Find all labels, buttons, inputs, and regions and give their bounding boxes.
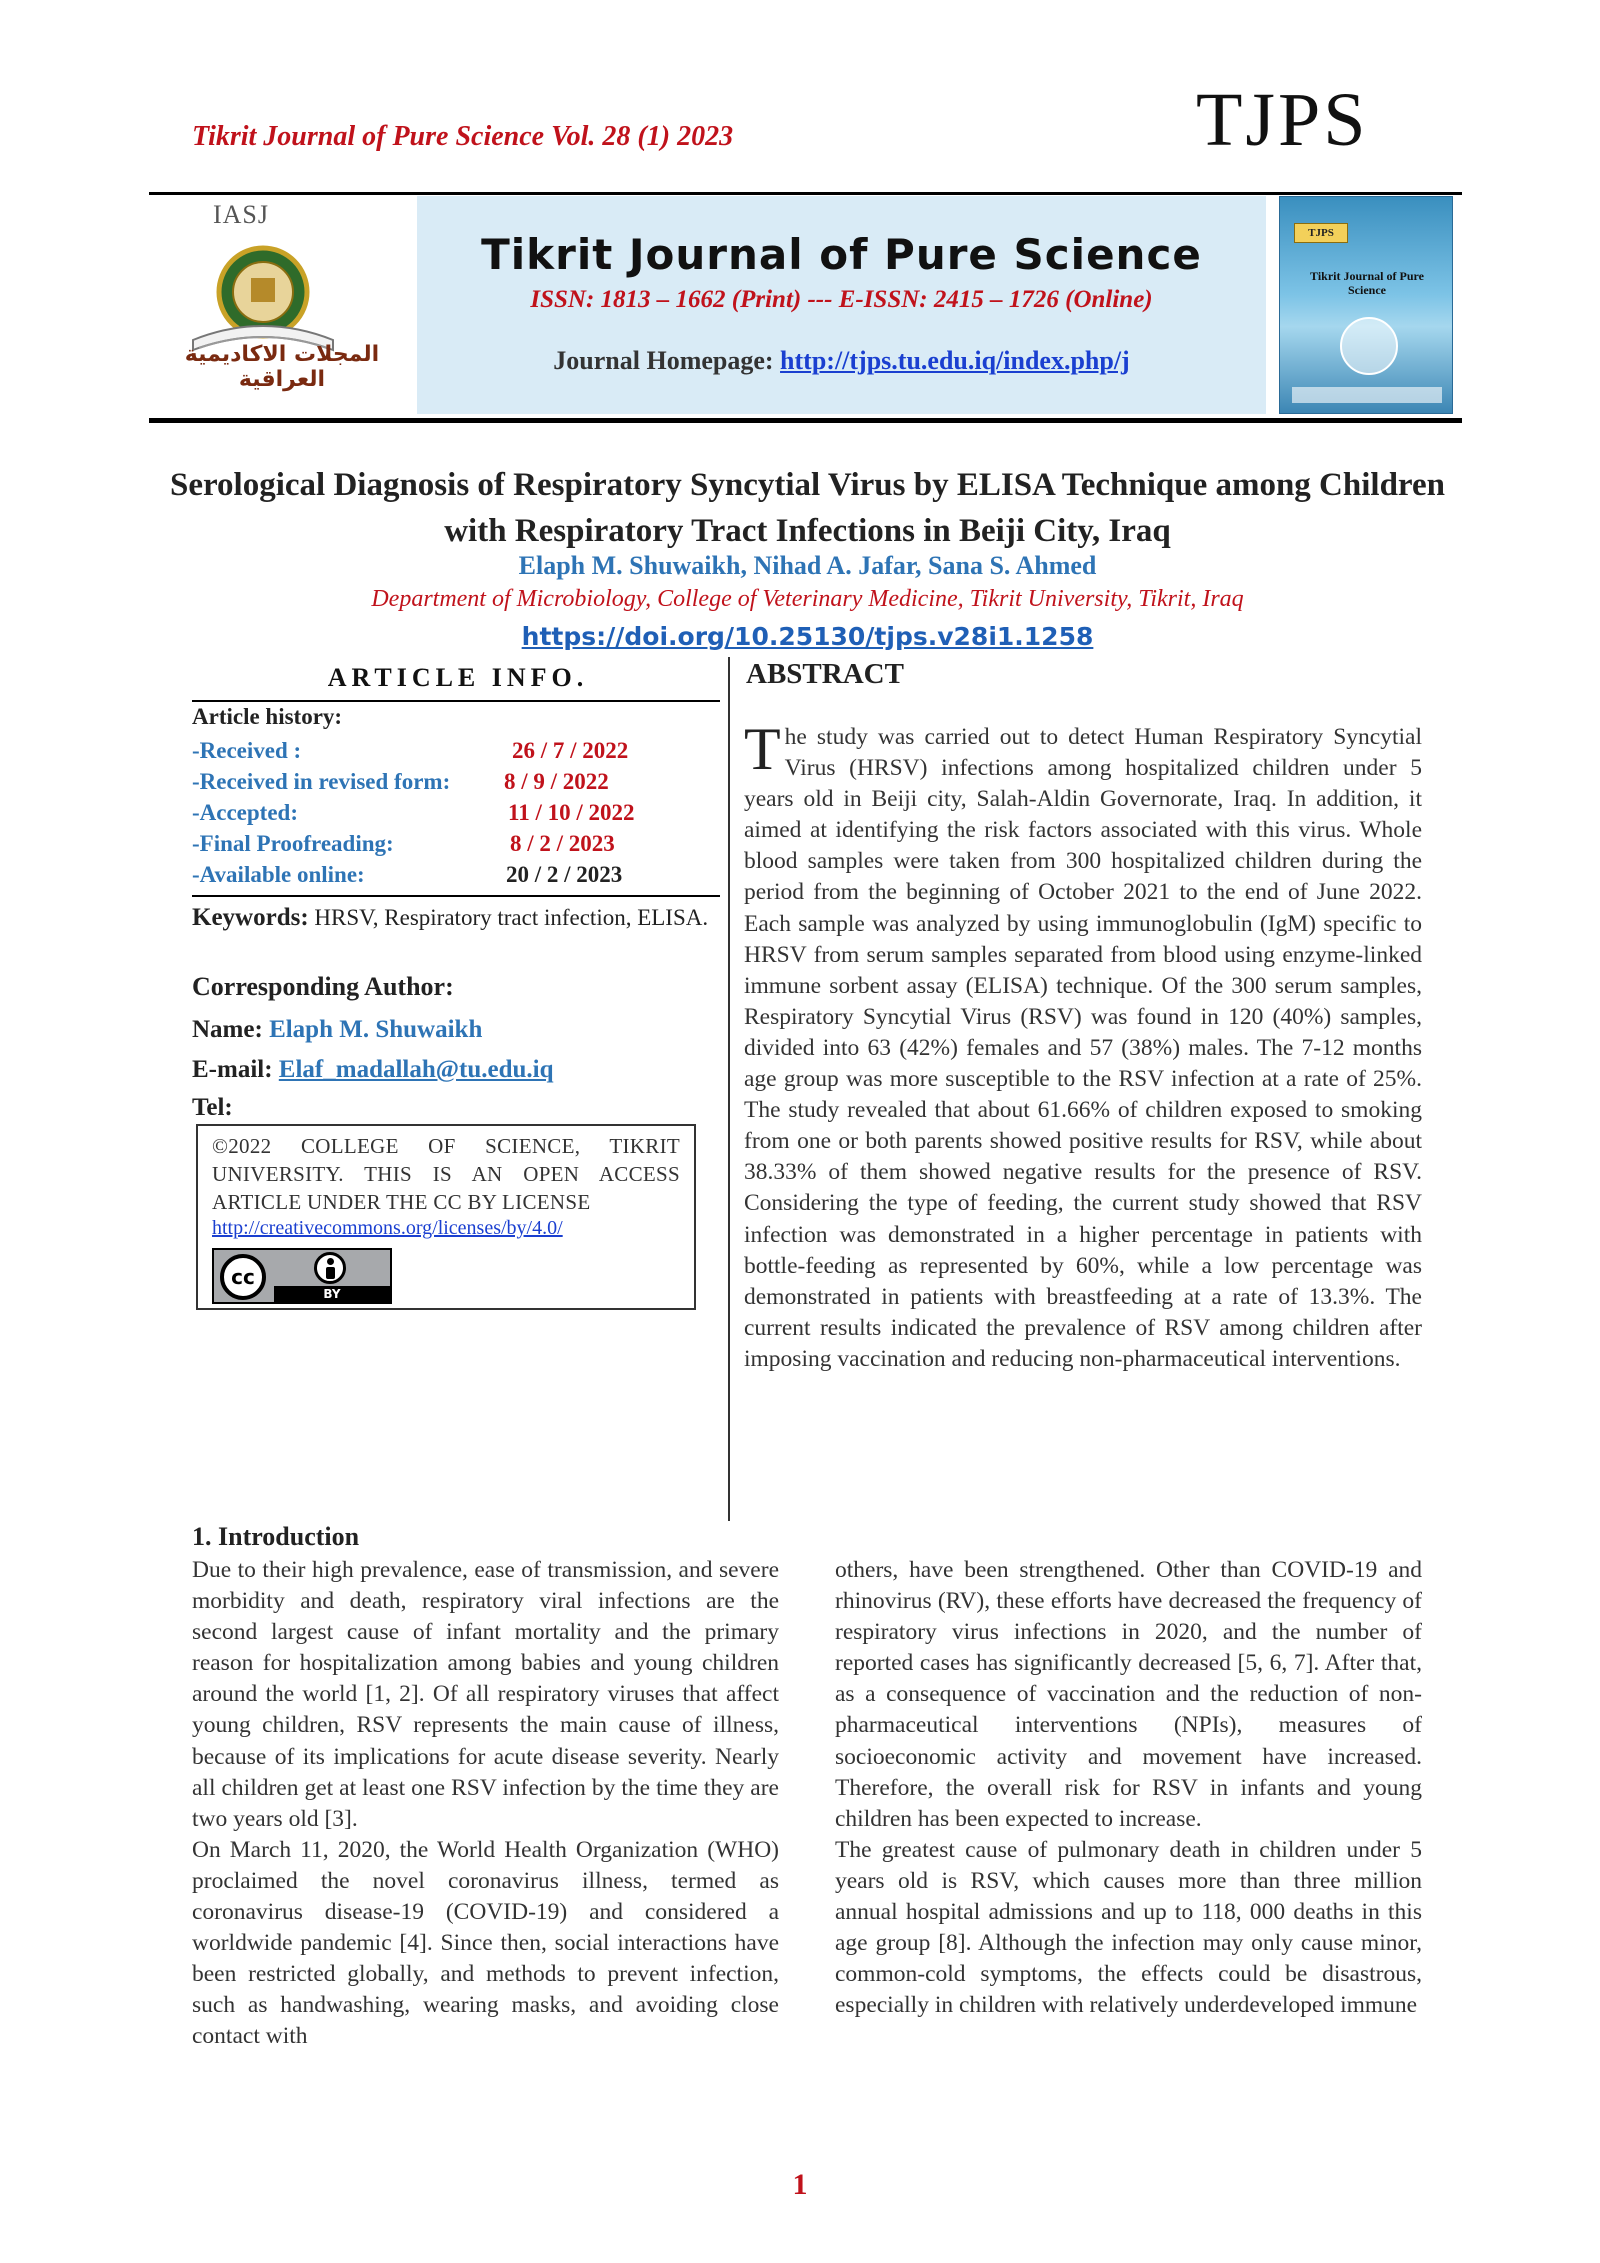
author-email-row [192, 1056, 554, 1084]
article-info-rule [192, 700, 720, 702]
article-info-heading: ARTICLE INFO. [327, 663, 589, 692]
history-label-online: -Available online: [192, 862, 365, 887]
license-box [196, 1124, 696, 1310]
journal-cover-image [1279, 196, 1453, 414]
history-label-accepted: -Accepted: [192, 800, 299, 825]
name-label: Name: [192, 1016, 270, 1043]
iasj-arabic-label: المجلات الاكاديمية العراقية [184, 342, 380, 392]
keywords-value: HRSV, Respiratory tract infection, ELISA. [308, 905, 709, 930]
history-date-accepted: 11 / 10 / 2022 [508, 800, 635, 825]
author-name: Elaph M. Shuwaikh [269, 1016, 483, 1043]
banner-rule [149, 418, 1462, 423]
cover-seal-icon [1340, 317, 1398, 375]
doi-link[interactable]: https://doi.org/10.25130/tjps.v28i1.1258 [521, 622, 1094, 651]
intro-right-column [835, 1555, 1422, 2021]
author-email-link[interactable]: Elaf_madallah@tu.edu.iq [278, 1056, 554, 1083]
history-label-received: -Received : [192, 738, 302, 763]
intro-paragraph: The greatest cause of pulmonary death in children under 5 years old is RSV, which causes more than three million annual hospital admissions and up to 118, 000 deaths in this age group [8]. Although the infection may only cause minor, common-cold symptoms, the effects could be disastrous, especially in children with relatively underdeveloped immune [835, 1836, 1422, 2019]
homepage-line [417, 346, 1266, 376]
running-head: Tikrit Journal of Pure Science Vol. 28 (1) 2023 [192, 121, 734, 152]
homepage-label: Journal Homepage: [553, 346, 781, 375]
history-label-proofreading: -Final Proofreading: [192, 831, 394, 856]
intro-paragraph: On March 11, 2020, the World Health Organization (WHO) proclaimed the novel coronavirus illness, termed as coronavirus disease-19 (COVID-19) and considered a worldwide pandemic [4]. Since then, social interactions have been restricted globally, and methods to prevent infection, such as handwashing, wearing masks, and avoiding close contact with [192, 1836, 779, 2050]
intro-left-column [192, 1555, 779, 2053]
history-date-revised: 8 / 9 / 2022 [504, 769, 609, 794]
journal-banner [149, 196, 1462, 422]
corresponding-author-heading: Corresponding Author: [192, 972, 454, 1001]
cc-by-badge[interactable] [212, 1248, 392, 1304]
email-label: E-mail: [192, 1056, 279, 1083]
history-date-received: 26 / 7 / 2022 [512, 738, 629, 763]
cover-footer-strip [1292, 387, 1442, 403]
issn-line: ISSN: 1813 – 1662 (Print) --- E-ISSN: 2415 – 1726 (Online) [530, 286, 1153, 313]
abstract-text: he study was carried out to detect Human Respiratory Syncytial Virus (HRSV) infections among hospitalized children under 5 years old in Beiji city, Salah-Aldin Governorate, Iraq. In addition, it aimed at identifying the risk factors associated with this virus. Whole blood samples were taken from 300 hospitalized children during the period from the beginning of October 2021 to the end of June 2022. Each sample was analyzed by using immunoglobulin (IgM) specific to HRSV from serum samples separated from blood using enzyme-linked immune sorbent assay (ELISA) technique. Of the 300 serum samples, Respiratory Syncytial Virus (RSV) was found in 120 (40%) samples, divided into 63 (42%) females and 57 (38%) males. The 7-12 months age group was more susceptible to the RSV infection at a rate of 25%. The study revealed that about 61.66% of children exposed to smoking from one or both parents showed positive results for RSV, while about 38.33% of them showed negative results for the presence of RSV. Considering the type of feeding, the current study showed that RSV infection was demonstrated in a higher percentage in patients with bottle-feeding as represented by 60%, while a low percentage was demonstrated in patients with breastfeeding at a rate of 13.3%. The current results indicated the prevalence of RSV among children after imposing vaccination and reducing non-pharmaceutical interventions. [744, 724, 1422, 1372]
attribution-person-icon [314, 1252, 346, 1284]
iasj-label: IASJ [213, 200, 270, 229]
journal-cover-panel [1269, 196, 1462, 414]
article-affiliation: Department of Microbiology, College of Veterinary Medicine, Tikrit University, Tikrit, Iraq [371, 586, 1244, 612]
intro-paragraph: Due to their high prevalence, ease of transmission, and severe morbidity and death, respiratory viral infections are the second largest cause of infant mortality and the primary reason for hospitalization among babies and young children around the world [1, 2]. Of all respiratory viruses that affect young children, RSV represents the main cause of illness, because of its implications for acute disease severity. Nearly all children get at least one RSV infection by the time they are two years old [3]. [192, 1557, 779, 1832]
tel-label: Tel: [192, 1094, 233, 1121]
cover-tag: TJPS [1294, 223, 1348, 243]
column-divider [728, 657, 730, 1521]
keywords [192, 902, 718, 934]
article-title: Serological Diagnosis of Respiratory Syncytial Virus by ELISA Technique among Children with Respiratory Tract Infections in Beiji City, Iraq [170, 467, 1445, 549]
journal-name: Tikrit Journal of Pure Science [481, 230, 1202, 279]
abstract-heading: ABSTRACT [746, 658, 904, 690]
intro-paragraph: others, have been strengthened. Other than COVID-19 and rhinovirus (RV), these efforts have decreased the frequency of respiratory virus infections in 2020, and the number of reported cases has significantly decreased [5, 6, 7]. After that, as a consequence of vaccination and the reduction of non-pharmaceutical interventions (NPIs), measures of socioeconomic activity and movement have increased. Therefore, the overall risk for RSV in infants and young children has been expected to increase. [835, 1557, 1422, 1832]
abstract-body [744, 716, 1422, 1375]
history-date-online: 20 / 2 / 2023 [506, 862, 623, 887]
by-label: BY [274, 1286, 390, 1302]
article-info-rule-bottom [192, 895, 720, 897]
page-number: 1 [792, 2168, 808, 2201]
history-label-revised: -Received in revised form: [192, 769, 451, 794]
iasj-logo-panel [149, 196, 414, 414]
author-name-row [192, 1016, 482, 1044]
abstract-dropcap: T [744, 716, 781, 782]
tjps-logo-text: TJPS [1196, 78, 1369, 162]
cc-icon: cc [220, 1254, 266, 1300]
journal-title-panel [417, 196, 1266, 414]
homepage-link[interactable]: http://tjps.tu.edu.iq/index.php/j [780, 346, 1130, 375]
introduction-heading: 1. Introduction [192, 1522, 360, 1551]
license-text: ©2022 COLLEGE OF SCIENCE, TIKRIT UNIVERSITY. THIS IS AN OPEN ACCESS ARTICLE UNDER THE CC BY LICENSE [212, 1134, 680, 1214]
license-link[interactable]: http://creativecommons.org/licenses/by/4.0/ [212, 1217, 563, 1239]
header-rule [149, 192, 1462, 195]
history-date-proofreading: 8 / 2 / 2023 [510, 831, 615, 856]
history-label: Article history: [192, 704, 343, 729]
cover-title: Tikrit Journal of Pure Science [1310, 269, 1424, 297]
article-authors: Elaph M. Shuwaikh, Nihad A. Jafar, Sana S. Ahmed [518, 551, 1097, 580]
keywords-label: Keywords: [192, 904, 309, 931]
